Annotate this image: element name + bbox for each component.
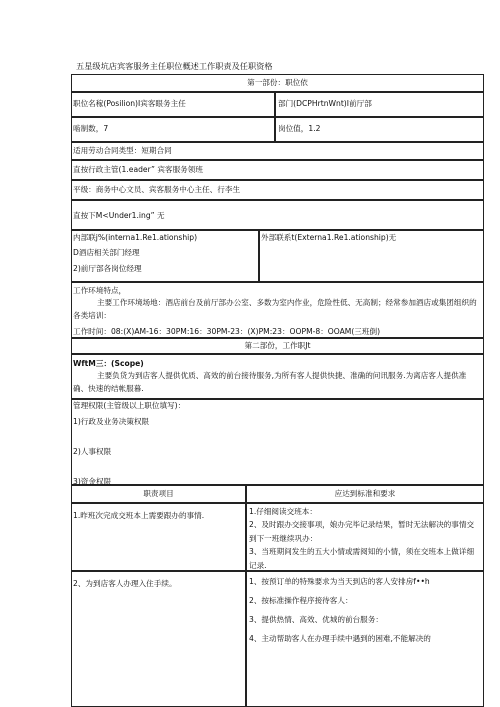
job-description-table [71,74,484,707]
standard-item: 1.仔细阅读交班本： [249,507,317,516]
standard-item: 2、及时跟办交接事项，娘办完毕记录结果，暂时无法解决的事情交到下一班继续巩办： [249,520,475,543]
standard-item: 1、按预订单的特殊要求为当天到店的客人安排房f••h [249,577,430,586]
scope-body: 主要负货为到店客人提供优质、高效的前台接待服务,为所有客人提供快捷、准确的问讯服务.为离店客人提供准确、快速的结帐服暮. [73,371,467,393]
internal-relationship-item: D酒店相关部门经理 [73,248,140,257]
peers: 平级：商务中心文员、宾客服务中心主任、行李生 [73,185,241,194]
position-name: 职位名稼(Posilion)I宾客眼务主任 [73,99,186,108]
external-relationship: 外部联系t(Externa1.Re1.ationship)无 [261,233,397,242]
standard-item: 2、按标准操作程序接待客人： [249,596,353,605]
scope-title: WftM三：(Scope) [73,359,144,368]
authority-item: 2)人事权限 [73,447,112,456]
headcount: 啮制数，7 [73,124,109,133]
standard-item: 3、提供热情、高效、优城的前台服务： [249,615,383,624]
work-time: 工作时间：08:(X)AM-16：30PM:16：30PM-23：(X)PM:23：OOPM-8：OOAM(三班倒) [73,327,381,336]
standard-item: 3、当班期间发生的五大小情或需阅知的小情，须在交班本上做详细记录. [249,547,475,570]
department: 部门(DCPHrtnWnt)I前厅部 [278,99,372,108]
part1-header: 第一部份：职位依 [247,78,308,87]
authority-item: 3)资金权限 [73,477,112,486]
table-row [71,571,246,707]
duty-column-header: 职责项目 [143,489,174,498]
supervisor: 直按行政主管(1.eader” 宾客服务领班 [73,165,203,174]
internal-relationship-title: 内部联j%(interna1.Re1.ationship) [73,233,198,242]
standard-item: 4、主动帮助客人在办理手续中遇到的困难,不能解决的 [249,634,431,643]
document-title: 五星级坑店宾客服务主任职位概述工作职责及任职资格 [76,61,273,71]
grade: 岗位值，1.2 [278,124,321,133]
authority-title: 管理权限(主管级以上职位填写)： [73,401,186,410]
part2-header: 第二部份，工作职Jt [244,341,311,350]
authority-item: 1)行政及业务决策权限 [73,417,150,426]
standard-column-header: 应达到标准和要求 [334,489,396,498]
duty-item: 1.昨班次完成交班本上需要跟办的事情. [73,511,205,520]
duty-item: 2、为到店客人办理入住手续。 [73,579,177,588]
internal-relationship-item: 2)前厅部各岗位经理 [73,264,142,273]
work-environment-title: 工作环境特点， [73,286,127,295]
contract-type: 适用劳动合同类型：短期合同 [73,146,172,155]
subordinates: 直按下M<Under1.ing” 无 [73,211,165,220]
authority-cell [71,399,484,485]
work-environment-body: 主要工作环境场地：酒店前台及前厅部办公室、多数为室内作业，危险性低、无高制；经常参加酒店或集团组织的各类培训： [73,298,477,320]
